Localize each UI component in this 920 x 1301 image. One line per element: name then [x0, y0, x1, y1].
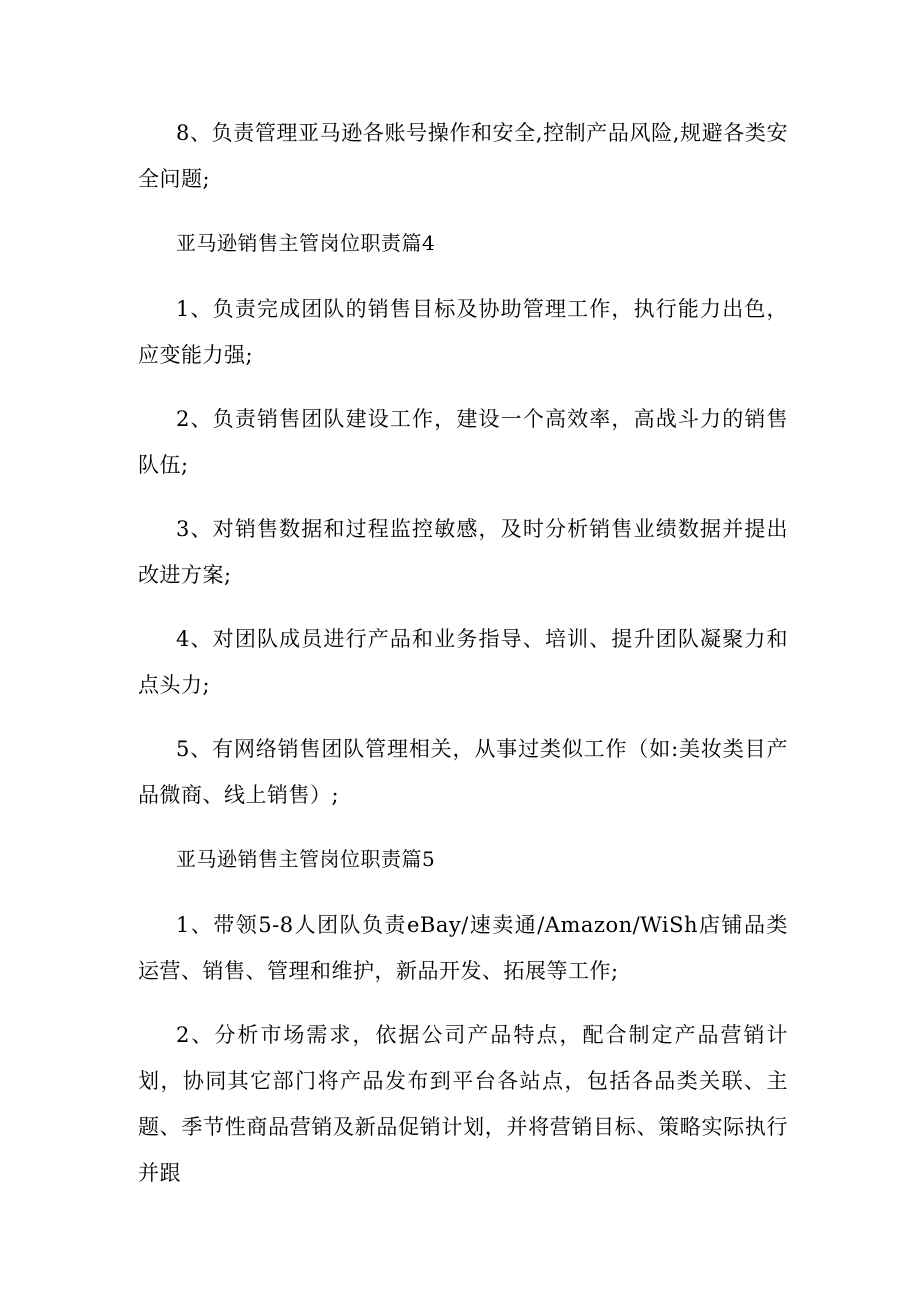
- paragraph-item-2-b: 2、分析市场需求，依据公司产品特点，配合制定产品营销计划，协同其它部门将产品发布到平台各站点，包括各品类关联、主题、季节性商品营销及新品促销计划，并将营销目标、策略实际执行并跟: [138, 1023, 788, 1185]
- paragraph-item-8: 8、负责管理亚马逊各账号操作和安全,控制产品风险,规避各类安全问题;: [138, 121, 788, 191]
- paragraph-item-3: 3、对销售数据和过程监控敏感，及时分析销售业绩数据并提出改进方案;: [138, 517, 788, 587]
- section-heading-5: 亚马逊销售主管岗位职责篇5: [176, 847, 436, 871]
- paragraph-item-2: 2、负责销售团队建设工作，建设一个高效率，高战斗力的销售队伍;: [138, 407, 788, 477]
- paragraph-item-1: 1、负责完成团队的销售目标及协助管理工作，执行能力出色，应变能力强;: [138, 297, 788, 367]
- paragraph-item-1-b: 1、带领5-8人团队负责eBay/速卖通/Amazon/WiSh店铺品类运营、销售、管理和维护，新品开发、拓展等工作;: [138, 913, 788, 983]
- section-heading-4: 亚马逊销售主管岗位职责篇4: [176, 231, 436, 255]
- paragraph-item-5: 5、有网络销售团队管理相关，从事过类似工作（如:美妆类目产品微商、线上销售）;: [138, 737, 788, 807]
- paragraph-item-4: 4、对团队成员进行产品和业务指导、培训、提升团队凝聚力和点头力;: [138, 627, 788, 697]
